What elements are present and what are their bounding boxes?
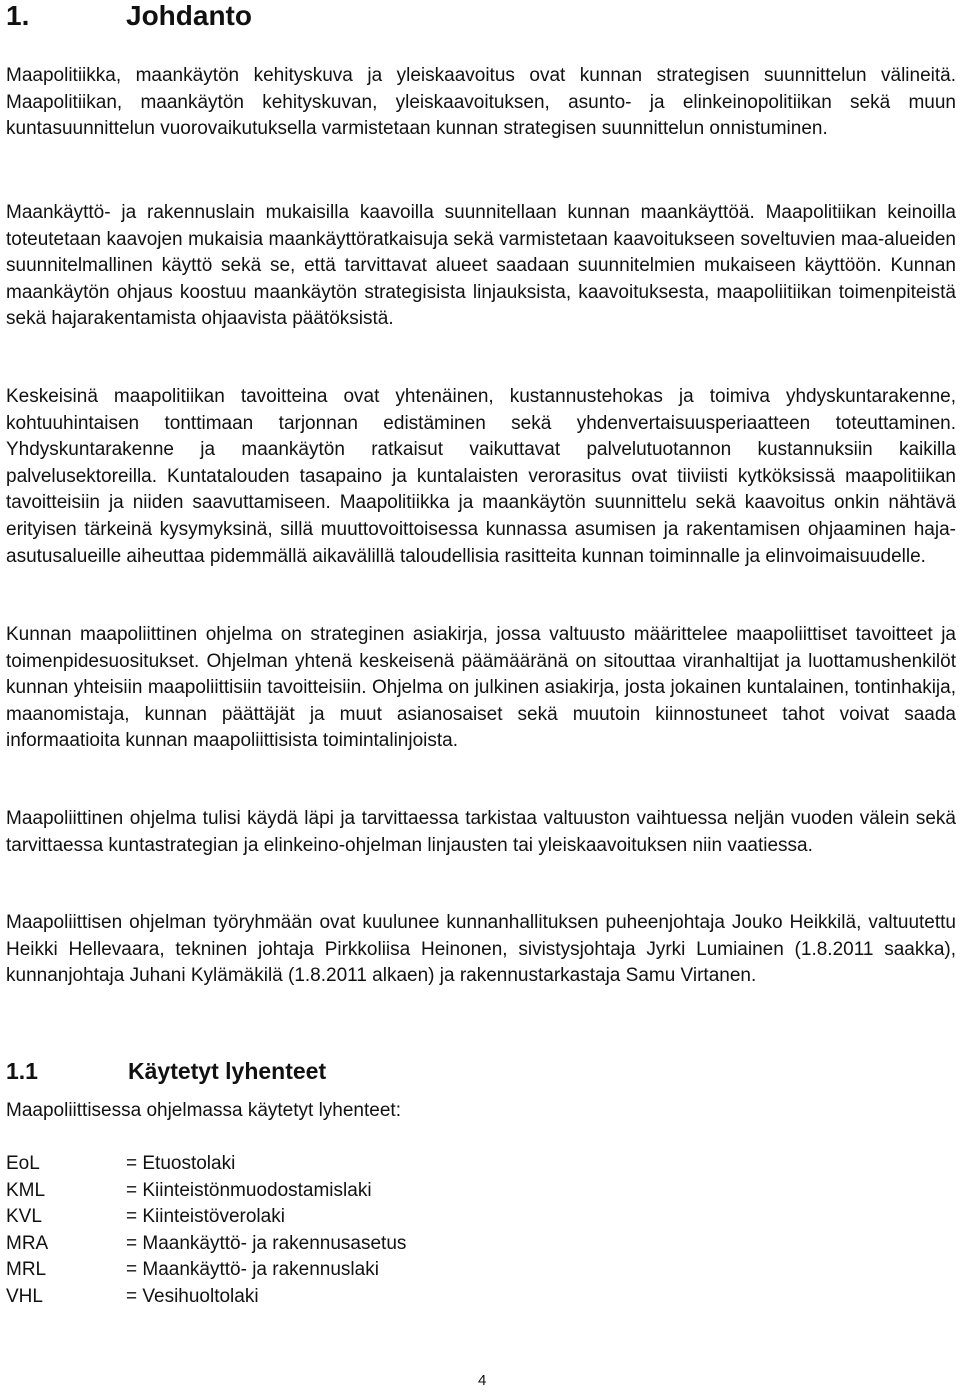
abbreviation: KML — [6, 1179, 46, 1201]
list-item — [6, 1178, 706, 1205]
abbreviation: EoL — [6, 1153, 40, 1174]
abbreviation-meaning: = Etuostolaki — [126, 1153, 236, 1174]
list-item — [6, 1151, 706, 1178]
paragraph-programme: Kunnan maapoliittinen ohjelma on strateginen asiakirja, jossa valtuusto määrittelee maapoliittiset tavoitteet ja toimenpidesuositukset. Ohjelman yhtenä keskeisenä päämääränä on sitouttaa viranhaltijat ja luottamushenkilöt kunnan yhteisiin maapoliittisiin tavoitteisiin. Ohjelma on julkinen asiakirja, josta jokainen kuntalainen, tontinhakija, maanomistaja, kunnan päättäjät ja muut asianosaiset sekä muutoin kiinnostuneet tahot voivat saada informaatioita kunnan maapoliittisista toimintalinjoista. — [6, 624, 956, 752]
paragraph-goals: Keskeisinä maapolitiikan tavoitteina ovat yhtenäinen, kustannustehokas ja toimiva yhdyskuntarakenne, kohtuuhintaisen tonttimaan tarjonnan edistäminen sekä yhdenvertaisuusperiaatteen toteuttaminen. Yhdyskuntarakenne ja maankäytön ratkaisut vaikuttavat palvelutuotannon kustannuksiin kaikilla palvelusektoreilla. Kuntatalouden tasapaino ja kuntalaisten verorasitus ovat tiiviisti kytköksissä maapolitiikan tavoitteisiin ja niiden saavuttamiseen. Maapolitiikka ja maankäytön suunnittelu sekä kaavoitus onkin nähtävä erityisen tärkeinä kysymyksinä, sillä muuttovoittoisessa kunnassa asumisen ja rakentamisen ohjaaminen haja-asutusalueille aiheuttaa pidemmällä aikavälillä taloudellisia rasitteita kunnan toiminnalle ja elinvoimaisuudelle. — [6, 386, 956, 567]
chapter-heading — [6, 0, 252, 32]
section-heading — [6, 1056, 326, 1086]
list-item — [6, 1284, 706, 1311]
paragraph-review: Maapoliittinen ohjelma tulisi käydä läpi ja tarvittaessa tarkistaa valtuuston vaihtuessa neljän vuoden välein sekä tarvittaessa kuntastrategian ja elinkeino-ohjelman linjausten tai yleiskaavoituksen niin vaatiessa. — [6, 808, 956, 856]
list-item — [6, 1257, 706, 1284]
abbreviations-intro: Maapoliittisessa ohjelmassa käytetyt lyhenteet: — [6, 1100, 401, 1121]
list-item — [6, 1231, 706, 1258]
abbreviation-meaning: = Kiinteistöverolaki — [126, 1206, 285, 1227]
page-number: 4 — [478, 1372, 487, 1389]
abbreviation: MRA — [6, 1232, 49, 1254]
abbreviation: MRL — [6, 1259, 47, 1280]
section-number: 1.1 — [6, 1058, 38, 1084]
chapter-title: Johdanto — [126, 0, 252, 31]
paragraph-intro: Maapolitiikka, maankäytön kehityskuva ja yleiskaavoitus ovat kunnan strategisen suunnittelun välineitä. Maapolitiikan, maankäytön kehityskuvan, yleiskaavoituksen, asunto- ja elinkeinopolitiikan sekä muun kuntasuunnittelun vuorovaikutuksella varmistetaan kunnan strategisen suunnittelun onnistuminen. — [6, 65, 956, 140]
list-item — [6, 1204, 706, 1231]
abbreviation-meaning: = Maankäyttö- ja rakennuslaki — [126, 1259, 379, 1280]
abbreviation-list — [6, 1151, 706, 1310]
paragraph-working-group: Maapoliittisen ohjelman työryhmään ovat kuulunee kunnanhallituksen puheenjohtaja Jouko Heikkilä, valtuutettu Heikki Hellevaara, tekninen johtaja Pirkkoliisa Heinonen, sivistysjohtaja Jyrki Lumiainen (1.8.2011 saakka), kunnanjohtaja Juhani Kylämäkilä (1.8.2011 alkaen) ja rakennustarkastaja Samu Virtanen. — [6, 912, 956, 987]
chapter-number: 1. — [6, 0, 30, 31]
abbreviation: VHL — [6, 1285, 43, 1307]
abbreviation-meaning: = Vesihuoltolaki — [126, 1285, 259, 1307]
abbreviation-meaning: = Kiinteistönmuodostamislaki — [126, 1179, 372, 1201]
abbreviation: KVL — [6, 1206, 42, 1227]
paragraph-land-use: Maankäyttö- ja rakennuslain mukaisilla kaavoilla suunnitellaan kunnan maankäyttöä. Maapolitiikan keinoilla toteutetaan kaavojen mukaisia maankäyttöratkaisuja sekä varmistetaan kaavoitukseen soveltuvien maa-alueiden suunnitelmallinen käyttö sekä se, että tarvittavat alueet saadaan suunnitelmien mukaiseen käyttöön. Kunnan maankäytön ohjaus koostuu maankäytön strategisista linjauksista, kaavoituksesta, maapoliitiikan toimenpiteistä sekä hajarakentamista ohjaavista päätöksistä. — [6, 202, 956, 330]
abbreviation-meaning: = Maankäyttö- ja rakennusasetus — [126, 1232, 407, 1254]
section-title: Käytetyt lyhenteet — [128, 1058, 327, 1084]
